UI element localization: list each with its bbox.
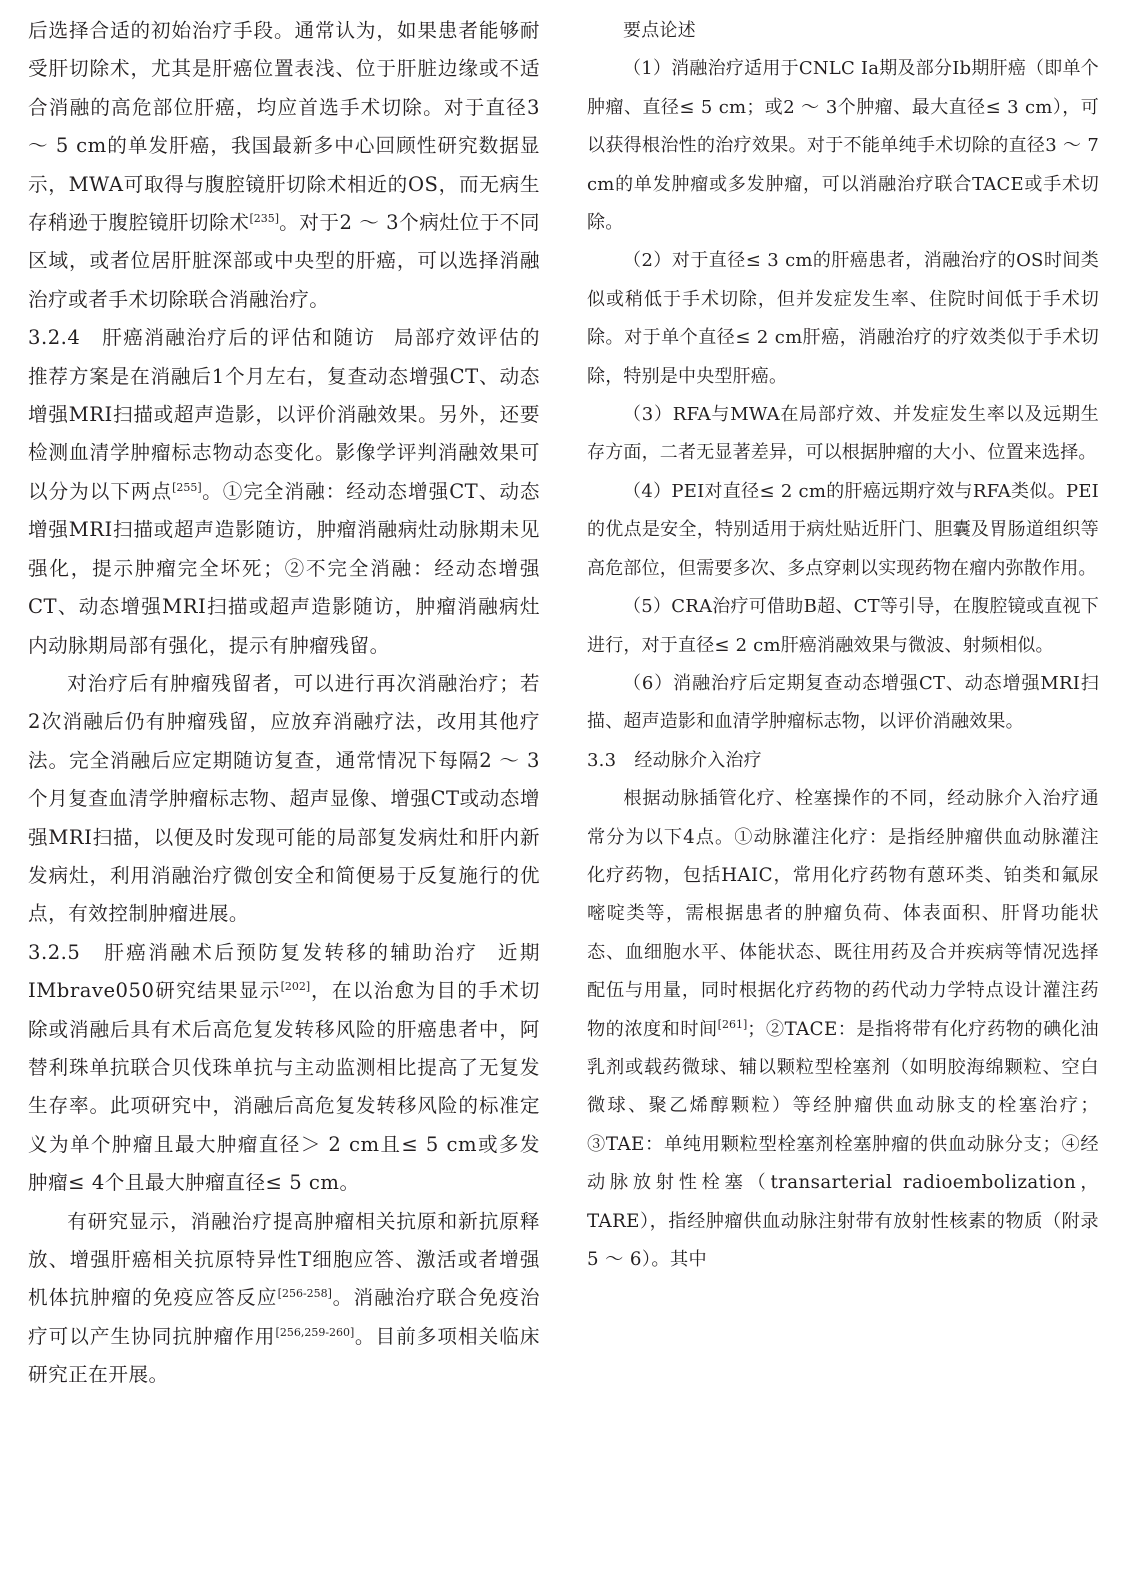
section-heading-3-2-5: 3.2.5 肝癌消融术后预防复发转移的辅助治疗: [28, 940, 479, 964]
section-heading-3-3: 3.3 经动脉介入治疗: [587, 749, 762, 771]
key-point-3: （3）RFA与MWA在局部疗效、并发症发生率以及远期生存方面，二者无显著差异，可以根据肿瘤的大小、位置来选择。: [587, 404, 1099, 464]
key-point-1: （1）消融治疗适用于CNLC Ⅰa期及部分Ⅰb期肝癌（即单个肿瘤、直径≤ 5 cm；或2 ～ 3个肿瘤、最大直径≤ 3 cm），可以获得根治性的治疗效果。对于不能单纯手术切除的直径3 ～ 7 cm的单发肿瘤或多发肿瘤，可以消融治疗联合TACE或手术切除。: [587, 58, 1099, 234]
citation: [235]: [249, 212, 280, 226]
key-points-heading: 要点论述: [623, 20, 696, 41]
section-heading-3-2-4: 3.2.4 肝癌消融治疗后的评估和随访: [28, 326, 376, 350]
citation: [256,259-260]: [275, 1325, 355, 1339]
citation: [261]: [717, 1017, 748, 1031]
left-column: [28, 12, 540, 1395]
right-column: [587, 12, 1099, 1279]
key-point-2: （2）对于直径≤ 3 cm的肝癌患者，消融治疗的OS时间类似或稍低于手术切除，但并发症发生率、住院时间低于手术切除。对于单个直径≤ 2 cm肝癌，消融治疗的疗效类似于手术切除，特别是中央型肝癌。: [587, 250, 1099, 387]
citation: [255]: [172, 480, 202, 494]
paragraph-transarterial: 根据动脉插管化疗、栓塞操作的不同，经动脉介入治疗通常分为以下4点。①动脉灌注化疗：是指经肿瘤供血动脉灌注化疗药物，包括HAIC，常用化疗药物有蒽环类、铂类和氟尿嘧啶类等，需根据患者的肿瘤负荷、体表面积、肝肾功能状态、血细胞水平、体能状态、既往用药及合并疾病等情况选择配伍与用量，同时根据化疗药物的药代动力学特点设计灌注药物的浓度和时间[261]；②TACE：是指将带有化疗药物的碘化油乳剂或载药微球、辅以颗粒型栓塞剂（如明胶海绵颗粒、空白微球、聚乙烯醇颗粒）等经肿瘤供血动脉支的栓塞治疗；③TAE：单纯用颗粒型栓塞剂栓塞肿瘤的供血动脉分支；④经动脉放射性栓塞（transarterial radioembolization，TARE），指经肿瘤供血动脉注射带有放射性核素的物质（附录5 ～ 6）。其中: [587, 788, 1099, 1270]
key-point-4: （4）PEI对直径≤ 2 cm的肝癌远期疗效与RFA类似。PEI的优点是安全，特别适用于病灶贴近肝门、胆囊及胃肠道组织等高危部位，但需要多次、多点穿刺以实现药物在瘤内弥散作用。: [587, 480, 1099, 579]
paragraph-3-2-4: 3.2.4 肝癌消融治疗后的评估和随访 局部疗效评估的推荐方案是在消融后1个月左右，复查动态增强CT、动态增强MRI扫描或超声造影，以评价消融效果。另外，还要检测血清学肿瘤标志物动态变化。影像学评判消融效果可以分为以下两点[255]。①完全消融：经动态增强CT、动态增强MRI扫描或超声造影随访，肿瘤消融病灶动脉期未见强化，提示肿瘤完全坏死；②不完全消融：经动态增强CT、动态增强MRI扫描或超声造影随访，肿瘤消融病灶内动脉期局部有强化，提示有肿瘤残留。: [28, 326, 541, 657]
key-point-5: （5）CRA治疗可借助B超、CT等引导，在腹腔镜或直视下进行，对于直径≤ 2 cm肝癌消融效果与微波、射频相似。: [587, 596, 1099, 656]
paragraph-initial-treatment: 后选择合适的初始治疗手段。通常认为，如果患者能够耐受肝切除术，尤其是肝癌位置表浅、位于肝脏边缘或不适合消融的高危部位肝癌，均应首选手术切除。对于直径3 ～ 5 cm的单发肝癌，我国最新多中心回顾性研究数据显示，MWA可取得与腹腔镜肝切除术相近的OS，而无病生存稍逊于腹腔镜肝切除术[235]。对于2 ～ 3个病灶位于不同区域，或者位居肝脏深部或中央型的肝癌，可以选择消融治疗或者手术切除联合消融治疗。: [28, 19, 541, 311]
key-point-6: （6）消融治疗后定期复查动态增强CT、动态增强MRI扫描、超声造影和血清学肿瘤标志物，以评价消融效果。: [587, 672, 1099, 733]
paragraph-immunotherapy: 有研究显示，消融治疗提高肿瘤相关抗原和新抗原释放、增强肝癌相关抗原特异性T细胞应答、激活或者增强机体抗肿瘤的免疫应答反应[256-258]。消融治疗联合免疫治疗可以产生协同抗肿瘤作用[256,259-260]。目前多项相关临床研究正在开展。: [28, 1209, 541, 1387]
citation: [202]: [280, 980, 311, 994]
citation: [256-258]: [277, 1287, 332, 1301]
paragraph-residual-tumor: 对治疗后有肿瘤残留者，可以进行再次消融治疗；若2次消融后仍有肿瘤残留，应放弃消融疗法，改用其他疗法。完全消融后应定期随访复查，通常情况下每隔2 ～ 3个月复查血清学肿瘤标志物、超声显像、增强CT或动态增强MRI扫描，以便及时发现可能的局部复发病灶和肝内新发病灶，利用消融治疗微创安全和简便易于反复施行的优点，有效控制肿瘤进展。: [28, 671, 540, 926]
paragraph-3-2-5: 3.2.5 肝癌消融术后预防复发转移的辅助治疗 近期IMbrave050研究结果显示[202]，在以治愈为目的手术切除或消融后具有术后高危复发转移风险的肝癌患者中，阿替利珠单抗联合贝伐珠单抗与主动监测相比提高了无复发生存率。此项研究中，消融后高危复发转移风险的标准定义为单个肿瘤且最大肿瘤直径＞ 2 cm且≤ 5 cm或多发肿瘤≤ 4个且最大肿瘤直径≤ 5 cm。: [28, 940, 541, 1195]
